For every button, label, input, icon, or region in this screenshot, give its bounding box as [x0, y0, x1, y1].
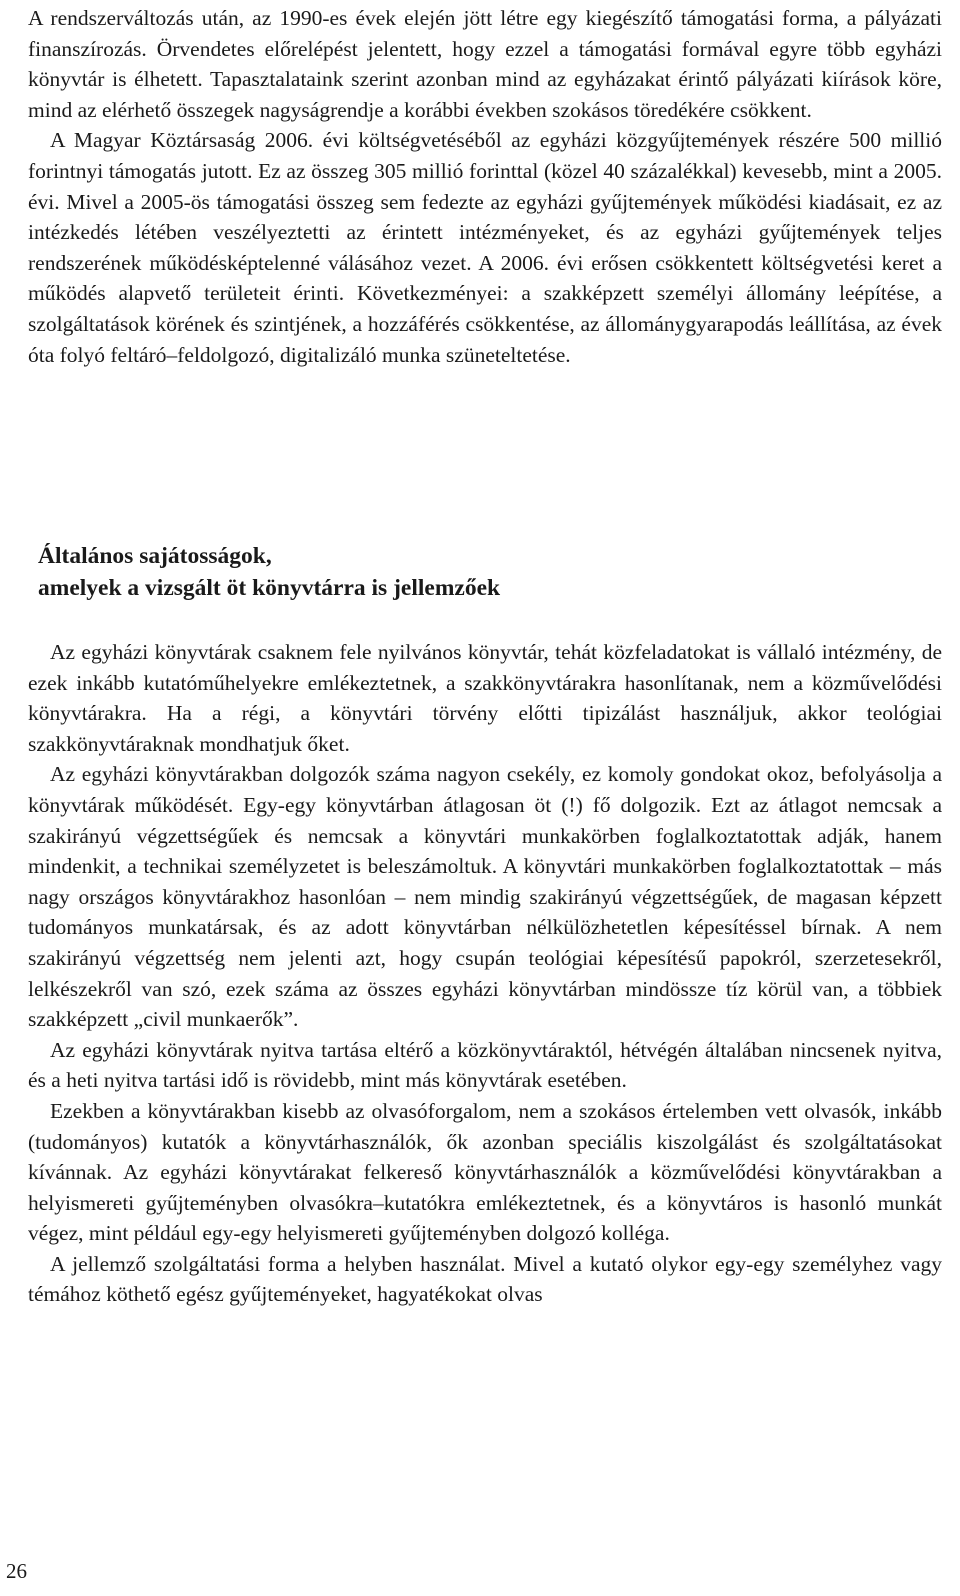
section-paragraph-1: Az egyházi könyvtárak csaknem fele nyilvános könyvtár, tehát közfeladatokat is vállaló intézmény, de ezek inkább kutatóműhelyekre emlékeztetnek, a szakkönyvtárakra hasonlítanak, nem a közművelődési könyvtárakra. Ha a régi, a könyvtári törvény előtti tipizálást használjuk, akkor teológiai szakkönyvtáraknak mondhatjuk őket.	[28, 640, 942, 756]
section-heading	[38, 540, 918, 604]
intro-paragraph-1: A rendszerváltozás után, az 1990-es évek elején jött létre egy kiegészítő támogatási forma, a pályázati finanszírozás. Örvendetes előrelépést jelentett, hogy ezzel a támogatási formával egyre több egyházi könyvtár is élhetett. Tapasztalataink szerint azonban mind az egyházakat érintő pályázati kiírások köre, mind az elérhető összegek nagyságrendje a korábbi években szokásos töredékére csökkent.	[28, 6, 942, 122]
section-paragraph-5: A jellemző szolgáltatási forma a helyben használat. Mivel a kutató olykor egy-egy személyhez vagy témához köthető egész gyűjteményeket, hagyatékokat olvas	[28, 1251, 942, 1307]
intro-text-block	[28, 3, 942, 370]
page-number: 26	[6, 1559, 27, 1583]
section-text-block	[28, 637, 942, 1310]
section-paragraph-4: Ezekben a könyvtárakban kisebb az olvasóforgalom, nem a szokásos értelemben vett olvasók, inkább (tudományos) kutatók a könyvtárhasználók, ők azonban speciális kiszolgálást és szolgáltatásokat kívánnak. Az egyházi könyvtárakat felkereső könyvtárhasználók a közművelődési könyvtárakban a helyismereti gyűjteményben olvasókra–kutatókra emlékeztetnek, és a könyvtáros is hasonló munkát végez, mint például egy-egy helyismereti gyűjteményben dolgozó kollégа.	[28, 1098, 942, 1246]
section-paragraph-3: Az egyházi könyvtárak nyitva tartása eltérő a közkönyvtáraktól, hétvégén általában nincsenek nyitva, és a heti nyitva tartási idő is rövidebb, mint más könyvtárak esetében.	[28, 1037, 942, 1093]
section-heading-line-2: amelyek a vizsgált öt könyvtárra is jellemzőek	[38, 575, 501, 601]
section-paragraph-2: Az egyházi könyvtárakban dolgozók száma nagyon csekély, ez komoly gondokat okoz, befolyásolja a könyvtárak működését. Egy-egy könyvtárban átlagosan öt (!) fő dolgozik. Ezt az átlagot nemcsak a szakirányú végzettségűek és nemcsak a könyvtári munkakörben foglalkoztatottak adják, hanem mindenkit, a technikai személyzetet is beleszámoltuk. A könyvtári munkakörben foglalkoztatottak – más nagy országos könyvtárakhoz hasonlóan – nem mindig szakirányú végzettségűek, de magasan képzett tudományos munkatársak, és az adott könyvtárban nélkülözhetetlen képesítéssel bírnak. A nem szakirányú végzettség nem jelenti azt, hogy csupán teológiai képesítésű papokról, szerzetesekről, lelkészekről van szó, ezek száma az összes egyházi könyvtárban mindössze tíz körül van, a többiek szakképzett „civil munkaerők”.	[28, 762, 942, 1032]
section-heading-line-1: Általános sajátosságok,	[38, 543, 272, 569]
intro-paragraph-2: A Magyar Köztársaság 2006. évi költségvetéséből az egyházi közgyűjtemények részére 500 millió forintnyi támogatás jutott. Ez az összeg 305 millió forinttal (közel 40 százalékkal) kevesebb, mint a 2005. évi. Mivel a 2005-ös támogatási összeg sem fedezte az egyházi gyűjtemények működési kiadásait, ez az intézkedés létében veszélyeztetti az érintett intézményeket, és az egyházi gyűjtemények teljes rendszerének működésképtelenné válásához vezet. A 2006. évi erősen csökkentett költségvetési keret a működés alapvető területeit érinti. Következményei: a szakképzett személyi állomány leépítése, a szolgáltatások körének és szintjének, a hozzáférés csökkentése, az állománygyarapodás leállítása, az évek óta folyó feltáró–feldolgozó, digitalizáló munka szüneteltetése.	[28, 128, 942, 367]
